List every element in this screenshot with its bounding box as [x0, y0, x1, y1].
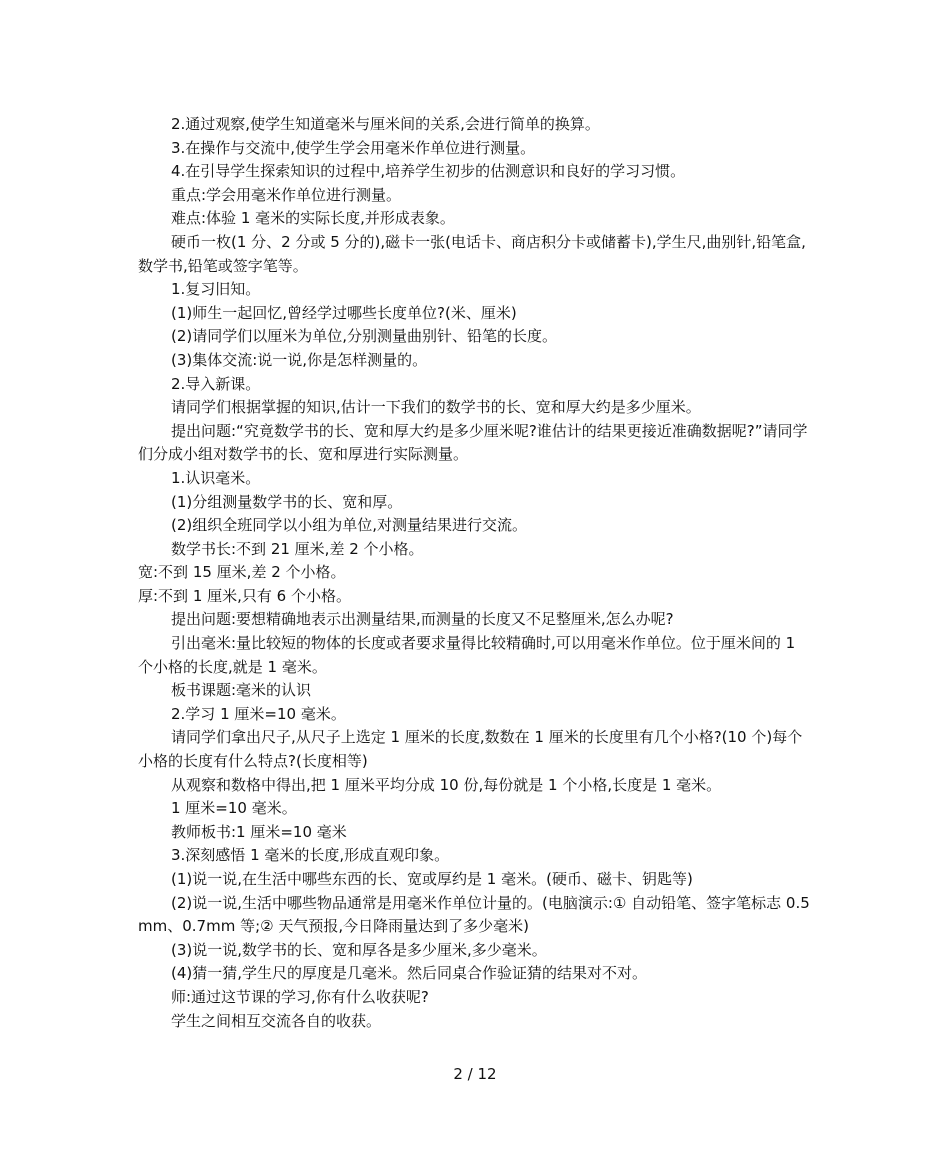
- paragraph: 板书课题:毫米的认识: [171, 681, 312, 700]
- paragraph: 1 厘米=10 毫米。: [171, 799, 297, 818]
- paragraph: 请同学们根据掌握的知识,估计一下我们的数学书的长、宽和厚大约是多少厘米。: [171, 398, 701, 417]
- paragraph: 4.在引导学生探索知识的过程中,培养学生初步的估测意识和良好的学习习惯。: [171, 162, 686, 181]
- paragraph: 厚:不到 1 厘米,只有 6 个小格。: [138, 586, 351, 605]
- paragraph: 1.认识毫米。: [171, 468, 261, 487]
- paragraph: 2.导入新课。: [171, 374, 261, 393]
- paragraph: (1)分组测量数学书的长、宽和厚。: [171, 492, 403, 511]
- paragraph: 宽:不到 15 厘米,差 2 个小格。: [138, 563, 346, 582]
- paragraph: 提出问题:“究竟数学书的长、宽和厚大约是多少厘米呢?谁估计的结果更接近准确数据呢?”请同学们分成小组对数学书的长、宽和厚进行实际测量。: [138, 421, 808, 464]
- paragraph: 引出毫米:量比较短的物体的长度或者要求量得比较精确时,可以用毫米作单位。位于厘米间的 1 个小格的长度,就是 1 毫米。: [138, 634, 796, 676]
- paragraph: (4)猜一猜,学生尺的厚度是几毫米。然后同桌合作验证猜的结果对不对。: [171, 964, 648, 983]
- paragraph: 3.深刻感悟 1 毫米的长度,形成直观印象。: [171, 846, 450, 865]
- paragraph: 学生之间相互交流各自的收获。: [171, 1011, 382, 1030]
- paragraph: 2.学习 1 厘米=10 毫米。: [171, 704, 346, 723]
- paragraph: 硬币一枚(1 分、2 分或 5 分的),磁卡一张(电话卡、商店积分卡或储蓄卡),学生尺,曲别针,铅笔盒,数学书,铅笔或签字笔等。: [138, 232, 806, 275]
- paragraph: 师:通过这节课的学习,你有什么收获呢?: [171, 987, 429, 1006]
- paragraph: 教师板书:1 厘米=10 毫米: [171, 822, 347, 841]
- paragraph: (2)组织全班同学以小组为单位,对测量结果进行交流。: [171, 516, 528, 535]
- paragraph: 2.通过观察,使学生知道毫米与厘米间的关系,会进行简单的换算。: [171, 115, 600, 133]
- document-body: [138, 113, 812, 1033]
- paragraph: 数学书长:不到 21 厘米,差 2 个小格。: [171, 539, 424, 558]
- paragraph: (1)说一说,在生活中哪些东西的长、宽或厚约是 1 毫米。(硬币、磁卡、钥匙等): [171, 870, 693, 888]
- paragraph: (2)请同学们以厘米为单位,分别测量曲别针、铅笔的长度。: [171, 327, 558, 346]
- paragraph: (3)集体交流:说一说,你是怎样测量的。: [171, 350, 428, 369]
- paragraph: (3)说一说,数学书的长、宽和厚各是多少厘米,多少毫米。: [171, 940, 547, 959]
- paragraph: 难点:体验 1 毫米的实际长度,并形成表象。: [171, 209, 455, 228]
- page-number: 2 / 12: [453, 1065, 497, 1083]
- paragraph: 重点:学会用毫米作单位进行测量。: [171, 185, 402, 204]
- paragraph: 从观察和数格中得出,把 1 厘米平均分成 10 份,每份就是 1 个小格,长度是 1 毫米。: [171, 775, 722, 794]
- paragraph: (1)师生一起回忆,曾经学过哪些长度单位?(米、厘米): [171, 303, 517, 322]
- paragraph: 提出问题:要想精确地表示出测量结果,而测量的长度又不足整厘米,怎么办呢?: [171, 610, 674, 629]
- paragraph: (2)说一说,生活中哪些物品通常是用毫米作单位计量的。(电脑演示:① 自动铅笔、签字笔标志 0.5mm、0.7mm 等;② 天气预报,今日降雨量达到了多少毫米): [138, 893, 810, 936]
- paragraph: 1.复习旧知。: [171, 280, 261, 299]
- paragraph: 请同学们拿出尺子,从尺子上选定 1 厘米的长度,数数在 1 厘米的长度里有几个小格?(10 个)每个小格的长度有什么特点?(长度相等): [138, 728, 803, 771]
- paragraph: 3.在操作与交流中,使学生学会用毫米作单位进行测量。: [171, 138, 536, 157]
